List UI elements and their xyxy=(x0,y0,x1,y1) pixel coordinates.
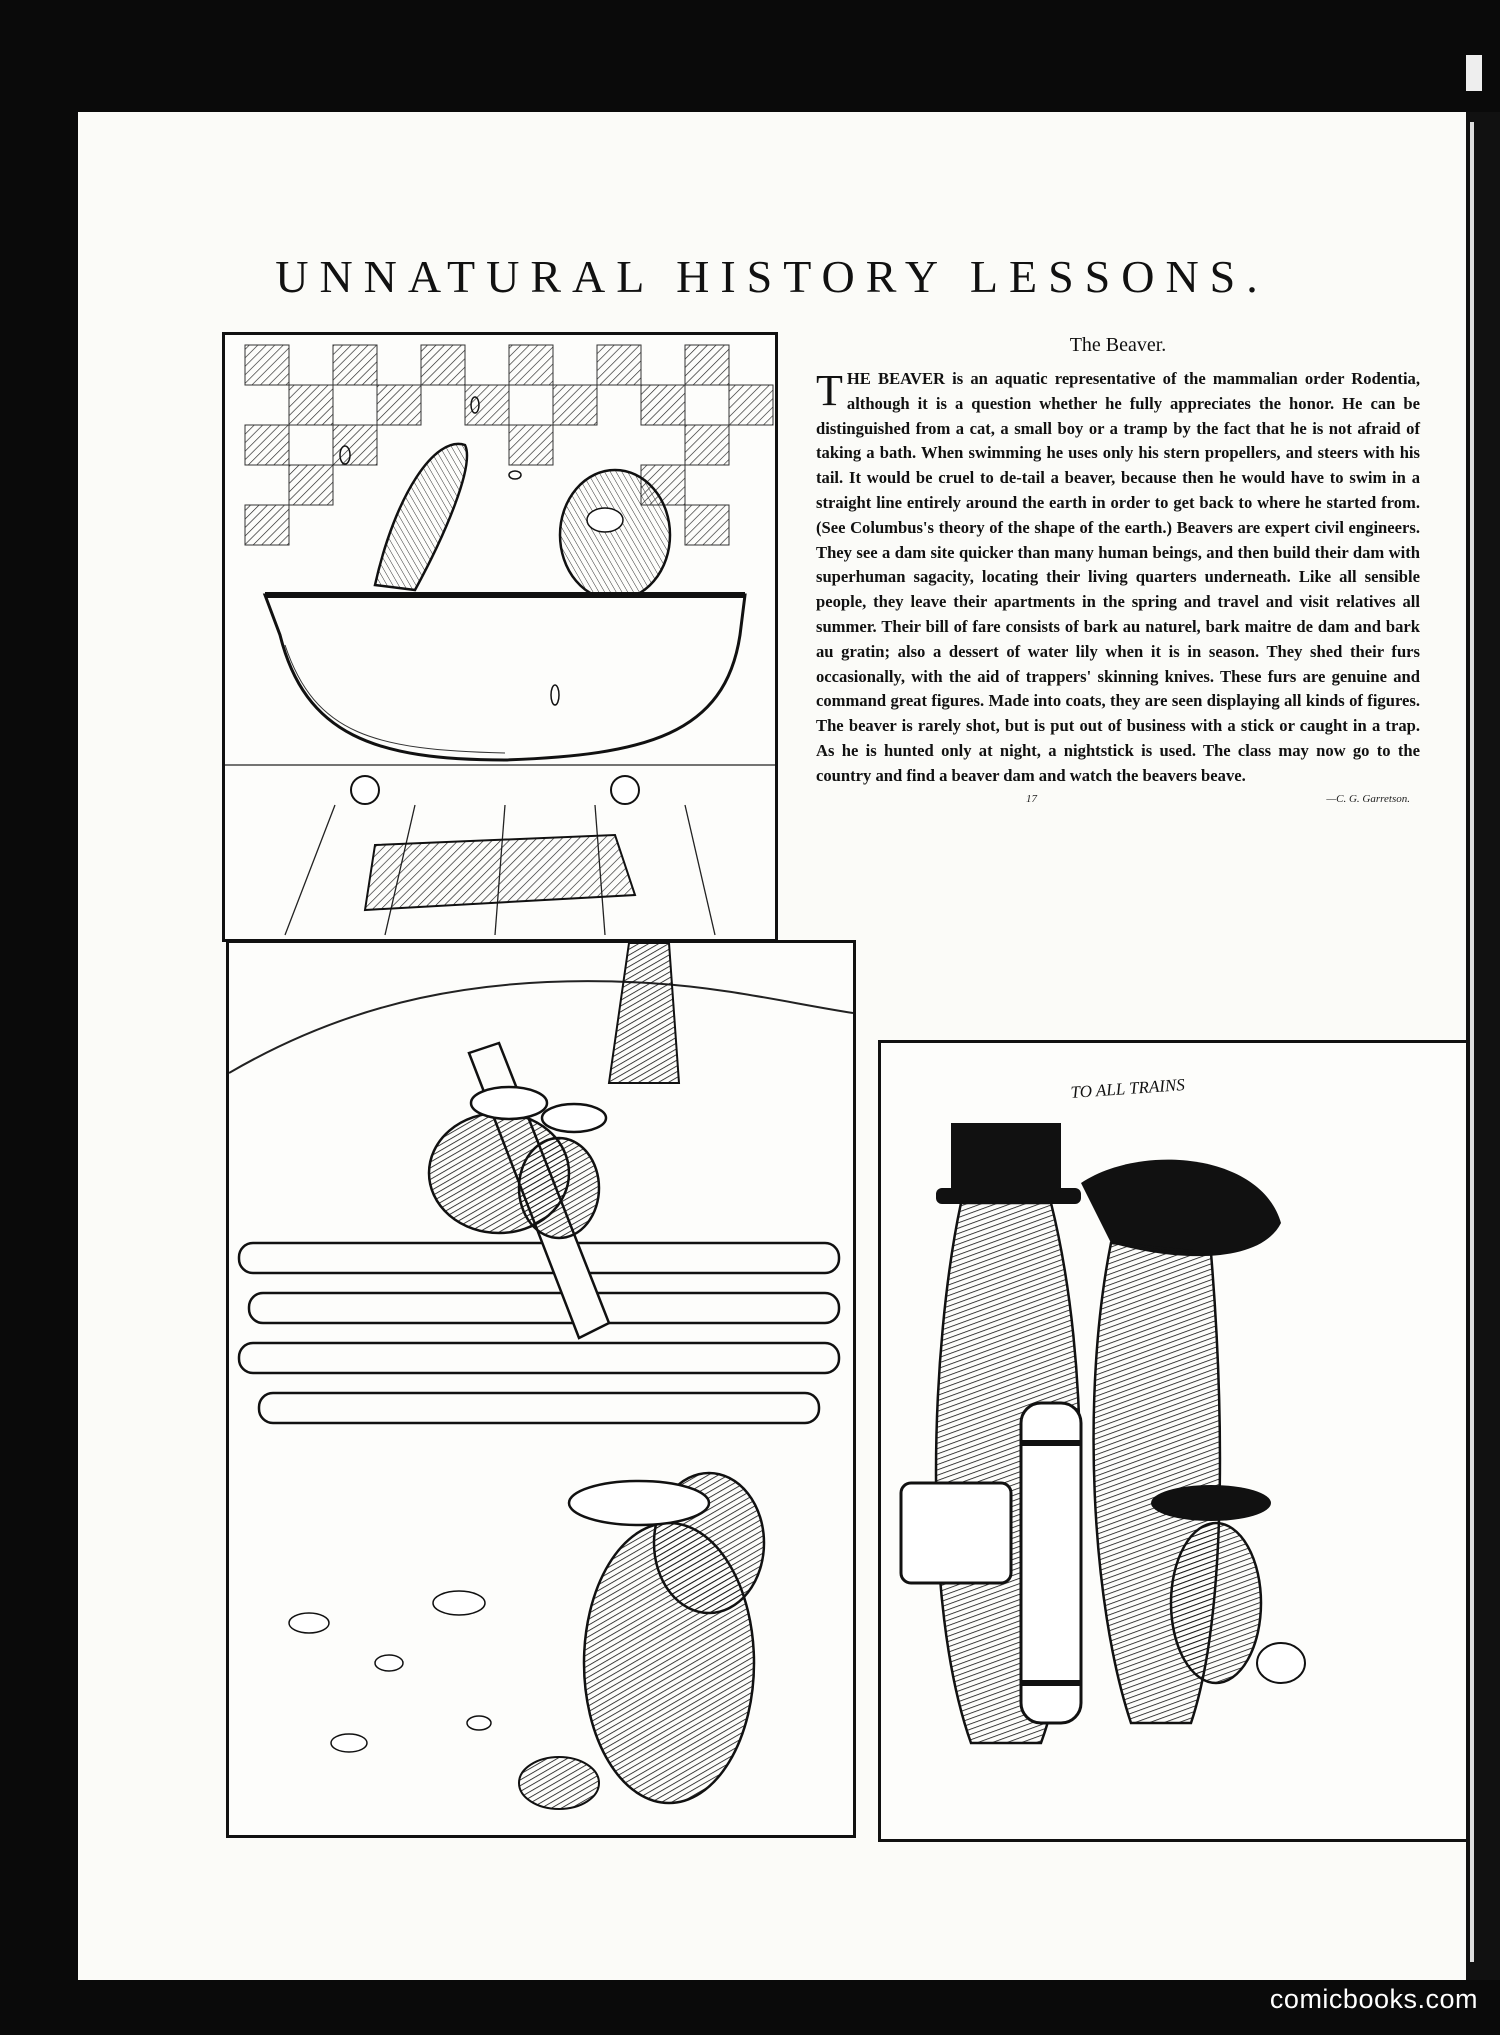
beaver-family-travel-icon xyxy=(881,1043,1466,1839)
article-text: HE BEAVER is an aquatic representative of the mammalian order Rodentia, although it is a question whether he fully appreciates the honor. He can be distinguished from a cat, a small boy or a tramp by the fact that he is not afraid of taking a bath. When swimming he uses only his stern propellers, and steers with his tail. It would be cruel to de-tail a beaver, because then he would have to swim in a straight line entirely around the earth in order to get back to where he started from. (See Columbus's theory of the shape of the earth.) Beavers are expert civil engineers. They see a dam site quicker than many human beings, and then build their dam with superhuman sagacity, locating their living quarters underneath. Like all sensible people, they leave their apartments in the spring and travel and visit relatives all summer. Their bill of fare consists of bark au naturel, bark maitre de dam and bark au gratin; also a dessert of water lily when it is in season. They shed their furs occasionally, with the aid of trappers' skinning knives. These furs are genuine and command great figures. Made into coats, they are seen displaying all kinds of figures. The beaver is rarely shot, but is put out of business with a stick or caught in a trap. As he is hunted only at night, a nightstick is used. The class may now go to the country and find a beaver dam and watch the beavers beave. xyxy=(816,369,1420,785)
article-body xyxy=(816,367,1420,789)
article-footer xyxy=(816,793,1420,813)
article xyxy=(816,334,1420,813)
binding-mark xyxy=(1466,55,1482,91)
article-heading: The Beaver. xyxy=(1069,334,1167,356)
page-number: 17 xyxy=(1026,792,1037,805)
page-title: UNNATURAL HISTORY LESSONS. xyxy=(275,251,1269,302)
adjacent-page-edge xyxy=(1466,112,1500,1980)
sign-text: TO ALL TRAINS xyxy=(1069,1075,1186,1102)
drop-cap: T xyxy=(816,366,843,415)
watermark: comicbooks.com xyxy=(1269,1984,1478,2014)
beavers-dam-icon xyxy=(229,943,853,1835)
beaver-bathtub-icon xyxy=(225,335,775,939)
travel-panel xyxy=(878,1040,1466,1842)
magazine-page xyxy=(78,112,1466,1980)
bathtub-panel xyxy=(222,332,778,942)
byline: —C. G. Garretson. xyxy=(1326,792,1410,805)
dam-panel xyxy=(226,940,856,1838)
